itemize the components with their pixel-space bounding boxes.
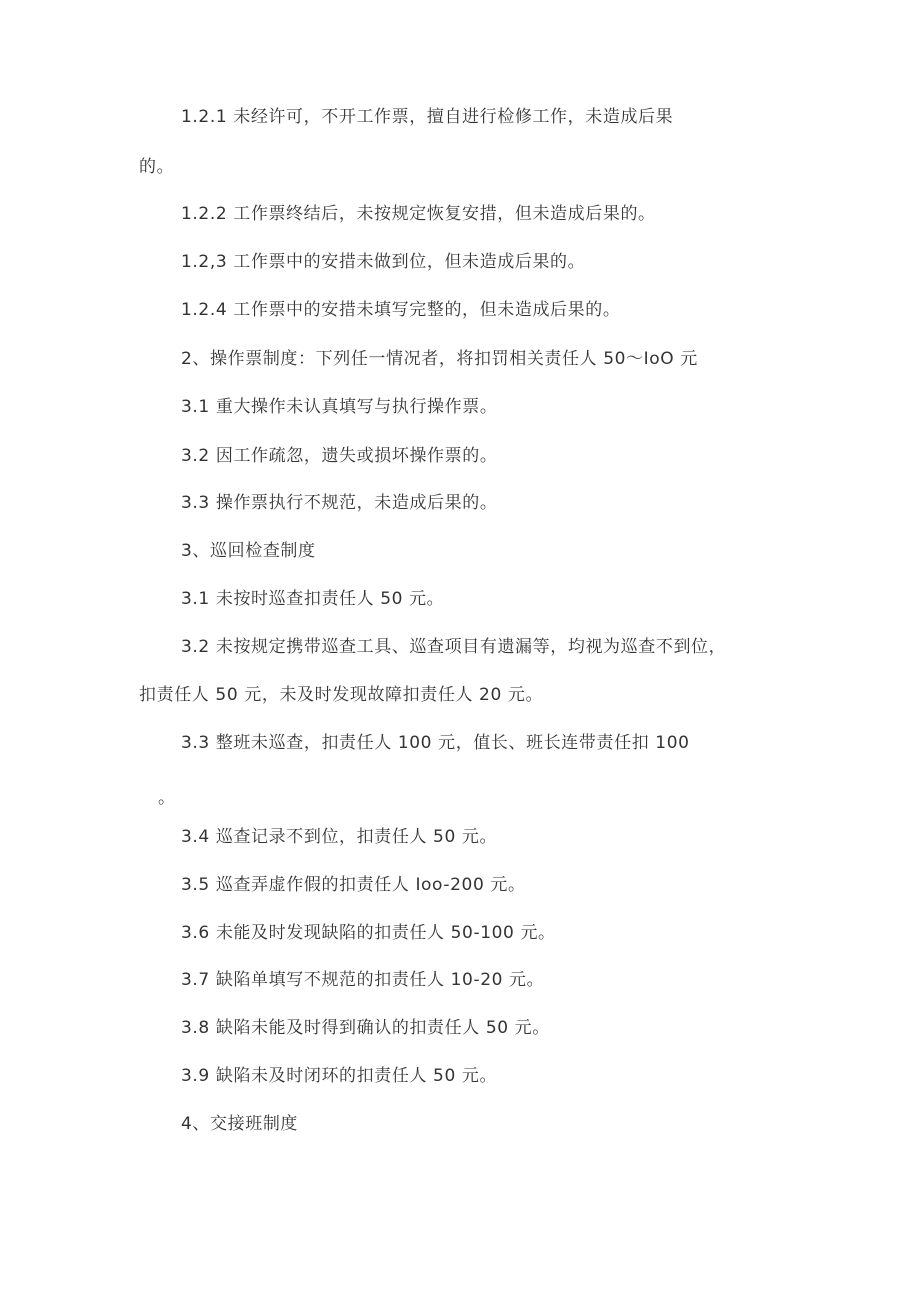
paragraph-3-7: 3.7 缺陷单填写不规范的扣责任人 10-20 元。: [181, 970, 545, 990]
paragraph-1-2-1-continuation: 的。: [139, 157, 175, 177]
paragraph-1-2-2: 1.2.2 工作票终结后，未按规定恢复安措，但未造成后果的。: [181, 204, 656, 224]
section-2-heading: 2、操作票制度：下列任一情况者，将扣罚相关责任人 50～IoO 元: [181, 349, 698, 369]
paragraph-3-1-inspection: 3.1 未按时巡查扣责任人 50 元。: [181, 589, 445, 609]
paragraph-3-5: 3.5 巡查弄虚作假的扣责任人 Ioo-200 元。: [181, 875, 526, 895]
paragraph-1-2-4: 1.2.4 工作票中的安措未填写完整的，但未造成后果的。: [181, 300, 621, 320]
paragraph-1-2-3: 1.2,3 工作票中的安措未做到位，但未造成后果的。: [181, 252, 586, 272]
paragraph-3-9: 3.9 缺陷未及时闭环的扣责任人 50 元。: [181, 1066, 498, 1086]
paragraph-3-2-operation: 3.2 因工作疏忽，遗失或损坏操作票的。: [181, 446, 498, 466]
paragraph-3-6: 3.6 未能及时发现缺陷的扣责任人 50-100 元。: [181, 923, 556, 943]
paragraph-3-1-operation: 3.1 重大操作未认真填写与执行操作票。: [181, 397, 498, 417]
paragraph-3-8: 3.8 缺陷未能及时得到确认的扣责任人 50 元。: [181, 1018, 550, 1038]
section-3-heading: 3、巡回检查制度: [181, 541, 316, 561]
section-4-heading: 4、交接班制度: [181, 1114, 299, 1134]
paragraph-3-3-inspection: 3.3 整班未巡查，扣责任人 100 元，值长、班长连带责任扣 100: [181, 733, 690, 753]
paragraph-3-4: 3.4 巡查记录不到位，扣责任人 50 元。: [181, 827, 498, 847]
paragraph-3-2-inspection: 3.2 未按规定携带巡查工具、巡查项目有遗漏等，均视为巡查不到位，: [181, 637, 727, 657]
paragraph-3-3-operation: 3.3 操作票执行不规范，未造成后果的。: [181, 493, 498, 513]
paragraph-3-3-inspection-continuation: 。: [158, 788, 176, 808]
paragraph-3-2-inspection-continuation: 扣责任人 50 元，未及时发现故障扣责任人 20 元。: [139, 685, 544, 705]
paragraph-1-2-1: 1.2.1 未经许可，不开工作票，擅自进行检修工作，未造成后果: [181, 107, 674, 127]
